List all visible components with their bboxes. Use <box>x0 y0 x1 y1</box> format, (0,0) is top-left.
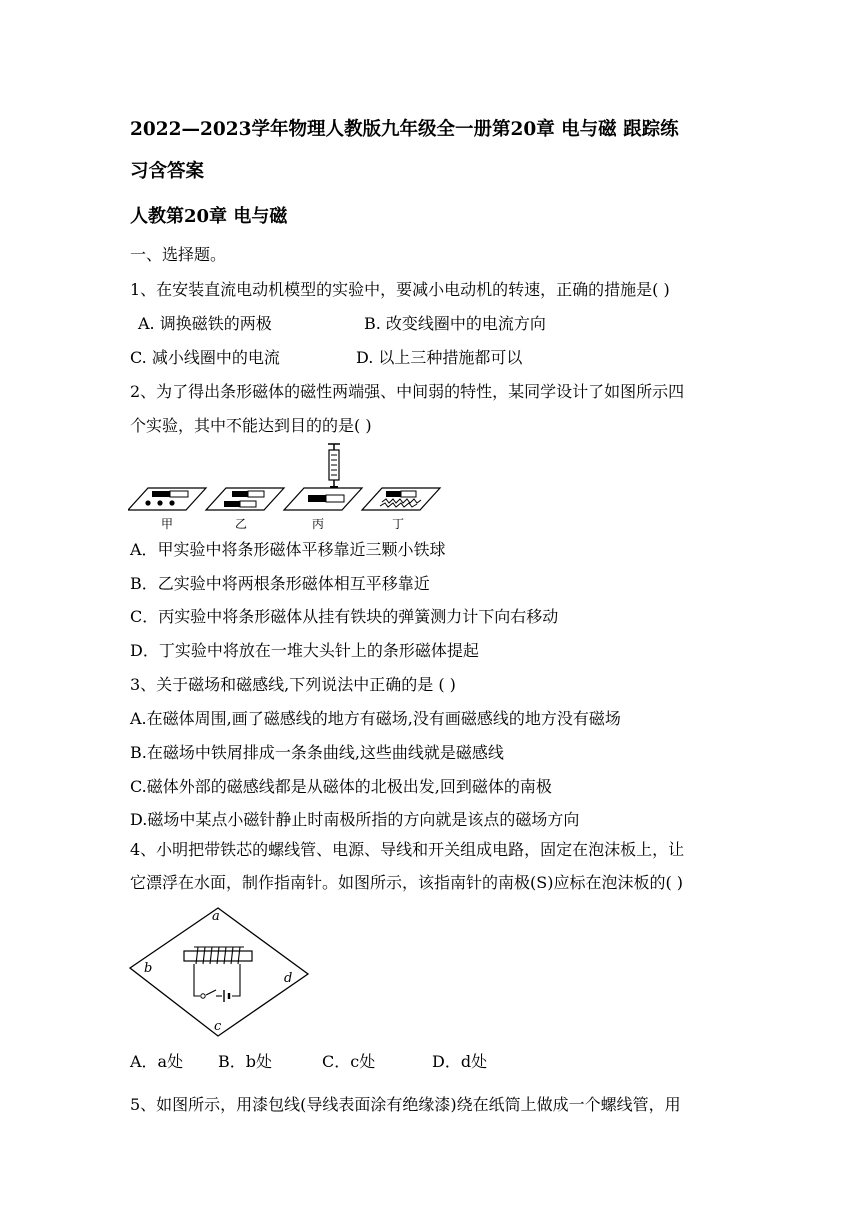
label-ding: 丁 <box>392 517 405 531</box>
q1-option-a: A. 调换磁铁的两极 <box>138 314 272 333</box>
q2-option-b: B．乙实验中将两根条形磁体相互平移靠近 <box>130 574 430 593</box>
q1-option-d: D. 以上三种措施都可以 <box>356 348 523 367</box>
q5-stem: 5、如图所示，用漆包线(导线表面涂有绝缘漆)绕在纸筒上做成一个螺线管，用 <box>130 1095 681 1114</box>
label-d: d <box>284 971 293 986</box>
spring-scale-icon <box>328 444 340 492</box>
document-title-line2: 习含答案 <box>130 161 205 182</box>
q2-stem-line1: 2、为了得出条形磁体的磁性两端强、中间弱的特性，某同学设计了如图所示四 <box>130 382 685 401</box>
q1-options-row1 <box>138 314 546 334</box>
switch-icon <box>201 994 205 998</box>
q2-option-c: C．丙实验中将条形磁体从挂有铁块的弹簧测力计下向右移动 <box>130 607 559 626</box>
experiment-bing <box>284 488 362 510</box>
q2-experiment-figure <box>128 440 448 532</box>
q4-option-c: C．c处 <box>322 1052 376 1071</box>
q4-stem-line1: 4、小明把带铁芯的螺线管、电源、导线和开关组成电路，固定在泡沫板上，让 <box>130 840 685 859</box>
q4-options-row <box>130 1052 487 1072</box>
q2-option-d: D．丁实验中将放在一堆大头针上的条形磁体提起 <box>130 641 479 660</box>
label-b: b <box>144 961 153 976</box>
experiment-jia <box>128 488 206 510</box>
q4-stem-line2: 它漂浮在水面，制作指南针。如图所示，该指南针的南极(S)应标在泡沫板的( ) <box>130 873 684 892</box>
q1-option-b: B. 改变线圈中的电流方向 <box>364 314 546 333</box>
q1-options-row2 <box>130 348 522 368</box>
q1-option-c: C. 减小线圈中的电流 <box>130 348 280 367</box>
q3-option-a: A.在磁体周围,画了磁感线的地方有磁场,没有画磁感线的地方没有磁场 <box>130 709 621 728</box>
experiment-yi <box>206 488 284 510</box>
experiment-ding <box>362 488 440 510</box>
q2-stem-line2: 个实验，其中不能达到目的的是( ) <box>130 416 372 435</box>
q4-option-d: D．d处 <box>432 1052 488 1071</box>
q4-option-b: B．b处 <box>218 1052 273 1071</box>
label-a: a <box>212 909 220 924</box>
q4-option-a: A．a处 <box>130 1052 184 1071</box>
q3-option-c: C.磁体外部的磁感线都是从磁体的北极出发,回到磁体的南极 <box>130 777 552 796</box>
section-heading: 一、选择题。 <box>130 245 227 264</box>
q3-stem: 3、关于磁场和磁感线,下列说法中正确的是 ( ) <box>130 675 456 694</box>
document-title-line1: 2022—2023学年物理人教版九年级全一册第20章 电与磁 跟踪练 <box>130 119 679 140</box>
q1-stem: 1、在安装直流电动机模型的实验中，要减小电动机的转速，正确的措施是( ) <box>130 280 670 299</box>
label-jia: 甲 <box>161 517 174 531</box>
q4-compass-figure <box>128 902 312 1042</box>
chapter-subtitle: 人教第20章 电与磁 <box>130 206 288 227</box>
q3-option-b: B.在磁场中铁屑排成一条条曲线,这些曲线就是磁感线 <box>130 743 504 762</box>
label-yi: 乙 <box>235 517 248 531</box>
label-c: c <box>214 1019 222 1034</box>
q3-option-d: D.磁场中某点小磁针静止时南极所指的方向就是该点的磁场方向 <box>130 810 580 829</box>
label-bing: 丙 <box>312 517 325 531</box>
foam-board-outline <box>130 908 308 1036</box>
q2-option-a: A．甲实验中将条形磁体平移靠近三颗小铁球 <box>130 540 446 559</box>
